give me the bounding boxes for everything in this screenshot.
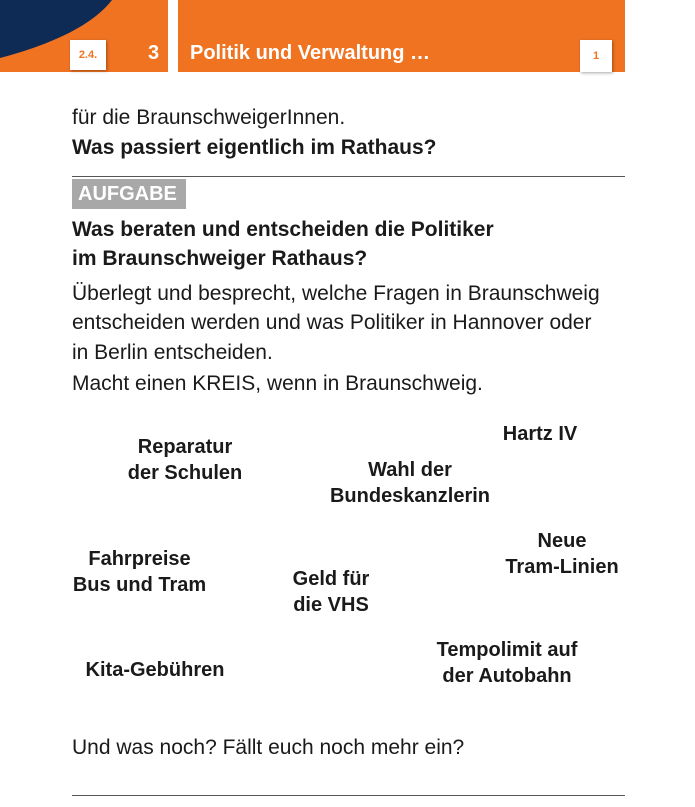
item-fahrpreise[interactable]: Fahrpreise Bus und Tram [72,548,207,596]
section-number: 2.4. [70,40,106,70]
task-body-line1: Überlegt und besprecht, welche Fragen in Braunschweig [72,282,600,305]
task-body-line3: in Berlin entscheiden. [72,341,273,364]
item-tempolimit[interactable]: Tempolimit auf der Autobahn [436,639,578,687]
item-bundeskanzlerin[interactable]: Wahl der Bundeskanzlerin [329,459,491,507]
chapter-number: 3 [148,42,160,64]
item-vhs[interactable]: Geld für die VHS [292,568,370,616]
divider-top [72,176,625,177]
task-instruction: Macht einen KREIS, wenn in Braunschweig. [72,372,483,395]
task-tag: AUFGABE [72,179,186,209]
intro-line: für die BraunschweigerInnen. [72,106,346,129]
item-kita[interactable]: Kita-Gebühren [85,659,225,681]
chapter-title: Politik und Verwaltung … [190,42,431,64]
item-schulen[interactable]: Reparatur der Schulen [127,436,243,484]
task-heading-line1: Was beraten und entscheiden die Politiker [72,218,494,241]
task-heading-line2: im Braunschweiger Rathaus? [72,247,368,270]
task-body-line2: entscheiden werden und was Politiker in Hannover oder [72,311,592,334]
item-tram-linien[interactable]: Neue Tram-Linien [505,530,619,578]
divider-bottom [72,795,625,796]
footer-question: Und was noch? Fällt euch noch mehr ein? [72,736,465,759]
item-hartz[interactable]: Hartz IV [502,423,578,445]
page-badge: 1 [580,40,612,72]
intro-question: Was passiert eigentlich im Rathaus? [72,136,437,159]
